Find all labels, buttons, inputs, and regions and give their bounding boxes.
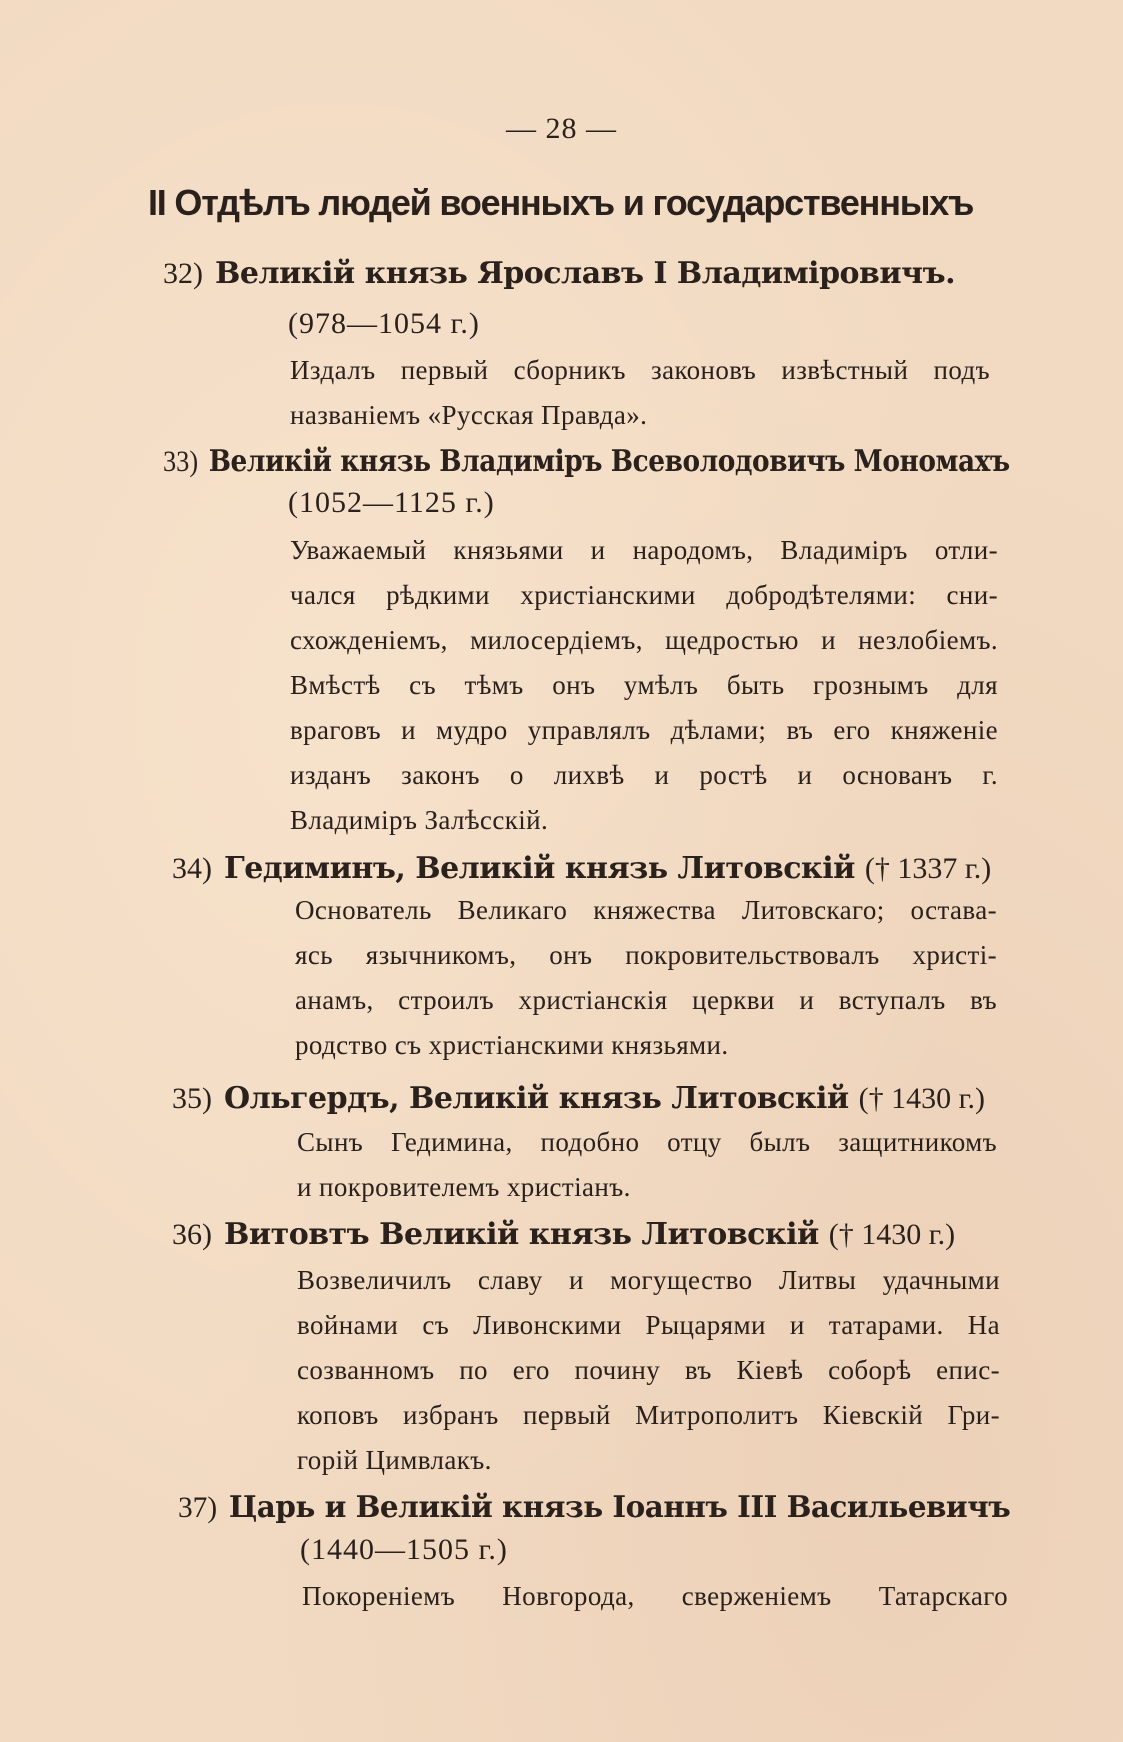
body-line: Владиміръ Залѣсскій.: [290, 805, 549, 835]
entry-heading: [172, 1211, 955, 1257]
entry-heading: [172, 1075, 985, 1121]
body-line: созванномъ по его почину въ Кіевѣ соборѣ епис-: [297, 1355, 1000, 1385]
entry-name: Царь и Великій князь Іоаннъ III Васильевичъ: [228, 1490, 1011, 1525]
entry-number: 34): [172, 852, 212, 885]
body-line: Издалъ первый сборникъ законовъ извѣстный подъ: [290, 355, 990, 385]
body-line: родство съ христіанскими князьями.: [295, 1030, 729, 1060]
entry-body: [302, 1574, 1008, 1619]
entry-name: Великій князь Ярославъ I Владиміровичъ.: [215, 256, 956, 291]
body-line: горій Цимвлакъ.: [297, 1445, 492, 1475]
entry-number: 33): [163, 445, 199, 478]
entry-dates: (1052—1125 г.): [288, 486, 495, 519]
entry-date: († 1337 г.): [864, 852, 992, 885]
entry-name: Ольгердъ, Великій князь Литовскій: [224, 1081, 849, 1116]
entry-heading: [163, 250, 955, 296]
entry-number: 36): [172, 1218, 212, 1251]
body-line: Сынъ Гедимина, подобно отцу былъ защитникомъ: [297, 1127, 997, 1157]
body-line: Уважаемый князьями и народомъ, Владиміръ отли-: [290, 535, 998, 565]
entry-dates: (1440—1505 г.): [300, 1533, 508, 1566]
body-line: ясь язычникомъ, онъ покровительствовалъ христі-: [295, 940, 997, 970]
entry-heading: [163, 438, 1010, 484]
body-line: Основатель Великаго княжества Литовскаго; остава-: [295, 895, 997, 925]
body-line: и покровителемъ христіанъ.: [297, 1172, 631, 1202]
page-number: — 28 —: [506, 112, 617, 145]
entry-body: [297, 1258, 1000, 1483]
body-line: названіемъ «Русская Правда».: [290, 400, 648, 430]
entry-number: 37): [178, 1491, 218, 1524]
entry-name: Витовтъ Великій князь Литовскій: [224, 1217, 819, 1252]
entry-heading: [178, 1484, 1010, 1530]
section-title: II Отдѣлъ людей военныхъ и государственныхъ: [148, 182, 974, 223]
entry-number: 35): [172, 1082, 212, 1115]
body-line: изданъ законъ о лихвѣ и ростѣ и основанъ г.: [290, 760, 998, 790]
body-line: анамъ, строилъ христіанскія церкви и вступалъ въ: [295, 985, 997, 1015]
entry-dates: (978—1054 г.): [288, 307, 480, 340]
entry-body: [295, 888, 997, 1068]
body-line: Вмѣстѣ съ тѣмъ онъ умѣлъ быть грознымъ для: [290, 670, 998, 700]
body-line: схожденіемъ, милосердіемъ, щедростью и незлобіемъ.: [290, 625, 998, 655]
entry-date: († 1430 г.): [858, 1082, 986, 1115]
body-line: войнами съ Ливонскими Рыцарями и татарами. На: [297, 1310, 1000, 1340]
entry-heading: [172, 845, 991, 891]
entry-date: († 1430 г.): [828, 1218, 956, 1251]
body-line: враговъ и мудро управлялъ дѣлами; въ его княженіе: [290, 715, 998, 745]
entry-name: Великій князь Владиміръ Всеволодовичъ Мономахъ: [208, 444, 1010, 479]
entry-body: [290, 528, 998, 843]
body-line: коповъ избранъ первый Митрополитъ Кіевскій Гри-: [297, 1400, 1000, 1430]
body-line: чался рѣдкими христіанскими добродѣтелями: сни-: [290, 580, 998, 610]
entry-number: 32): [163, 257, 203, 290]
body-line: Покореніемъ Новгорода, сверженіемъ Татарскаго: [302, 1581, 1008, 1611]
entry-body: [290, 348, 990, 438]
entry-body: [297, 1120, 997, 1210]
entry-name: Гедиминъ, Великій князь Литовскій: [224, 851, 855, 886]
body-line: Возвеличилъ славу и могущество Литвы удачными: [297, 1265, 1000, 1295]
